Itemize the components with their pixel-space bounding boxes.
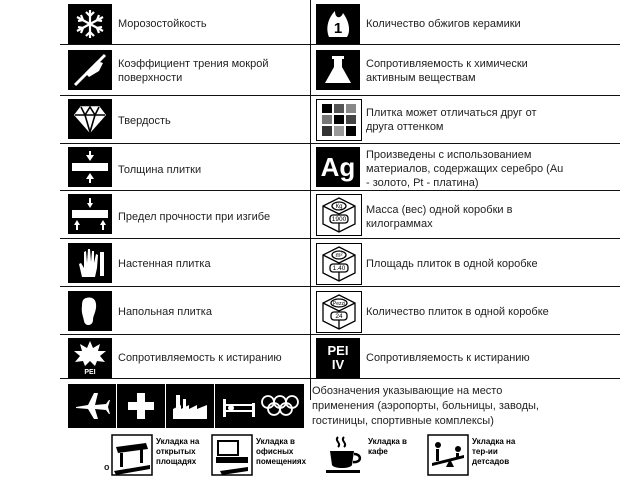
box-area-icon xyxy=(316,243,362,285)
row-8-right-text: Сопротивляемость к истиранию xyxy=(366,352,530,364)
laying-office-text: Укладка в офисных помещениях xyxy=(256,437,307,466)
column-divider xyxy=(310,0,311,400)
snowflake-icon xyxy=(68,4,112,44)
row-divider xyxy=(60,286,620,287)
stray-mark: о xyxy=(104,462,110,472)
row-1-left-text: Морозостойкость xyxy=(118,18,207,30)
row-divider xyxy=(60,378,620,379)
row-divider xyxy=(60,334,620,335)
wet-friction-icon xyxy=(68,50,112,90)
laying-cafe-text: Укладка в кафе xyxy=(368,437,407,456)
row-8-left-text: Сопротивляемость к истиранию xyxy=(118,352,282,364)
footprint-icon xyxy=(68,291,112,331)
row-4-left-text: Толщина плитки xyxy=(118,164,202,176)
thickness-icon xyxy=(68,147,112,187)
silver-ag-icon xyxy=(316,147,360,187)
places-description: Обозначения указывающие на место применения (аэропорты, больницы, заводы, гостиницы, спортивные комплексы) xyxy=(312,385,539,427)
row-divider xyxy=(60,95,620,96)
svg-text:Pezzi: Pezzi xyxy=(332,301,346,307)
row-divider xyxy=(60,44,620,45)
row-5-left-text: Предел прочности при изгибе xyxy=(118,211,271,223)
pei-iv-icon xyxy=(316,338,360,378)
svg-text:m²: m² xyxy=(335,253,343,259)
playground-icon xyxy=(426,433,470,477)
airplane-icon xyxy=(68,384,116,428)
firing-count-icon xyxy=(316,4,360,44)
factory-icon xyxy=(166,384,214,428)
bending-strength-icon xyxy=(68,194,112,234)
row-7-right-text: Количество плиток в одной коробке xyxy=(366,306,549,318)
row-2-left-text: Коэффициент трения мокрой поверхности xyxy=(118,58,269,84)
flask-icon xyxy=(316,50,360,90)
svg-text:1: 1 xyxy=(333,20,343,37)
hand-wall-icon xyxy=(68,243,112,283)
svg-text:1.40: 1.40 xyxy=(332,265,346,272)
laying-outdoor-text: Укладка на открытых площадях xyxy=(156,437,200,466)
row-6-right-text: Площадь плиток в одной коробке xyxy=(366,258,538,270)
hospital-cross-icon xyxy=(117,384,165,428)
box-pieces-icon xyxy=(316,291,362,333)
cafe-cup-icon xyxy=(322,433,366,477)
row-divider xyxy=(60,190,620,191)
row-6-left-text: Настенная плитка xyxy=(118,258,211,270)
row-divider xyxy=(60,238,620,239)
svg-text:Кg: Кg xyxy=(335,204,343,210)
pei-burst-icon xyxy=(68,338,112,378)
row-3-left-text: Твердость xyxy=(118,115,171,127)
olympic-rings-icon xyxy=(256,384,304,428)
outdoor-area-icon xyxy=(110,433,154,477)
diamond-icon xyxy=(68,99,112,139)
box-weight-icon xyxy=(316,194,362,236)
laying-kindergarten-text: Укладка на тер-ии детсадов xyxy=(472,437,516,466)
pei-class-label: IV xyxy=(331,357,345,372)
svg-text:PEI: PEI xyxy=(84,369,96,376)
row-5-right-text: Масса (вес) одной коробки в килограммах xyxy=(366,204,513,230)
svg-text:1900: 1900 xyxy=(331,216,347,223)
pei-label: PEI xyxy=(327,343,349,358)
row-3-right-text: Плитка может отличаться друг от друга оттенком xyxy=(366,107,537,133)
shade-grid-icon xyxy=(316,99,362,141)
row-divider xyxy=(60,143,620,144)
silver-ag-glyph: Ag xyxy=(320,151,356,182)
row-1-right-text: Количество обжигов керамики xyxy=(366,18,521,30)
office-icon xyxy=(210,433,254,477)
row-2-right-text: Сопротивляемость к химически активным веществам xyxy=(366,58,528,84)
svg-text:24: 24 xyxy=(335,313,343,320)
row-4-right-text: Произведены с использованием материалов, содержащих серебро (Au - золото, Pt - платина) xyxy=(366,149,564,189)
row-7-left-text: Напольная плитка xyxy=(118,306,212,318)
